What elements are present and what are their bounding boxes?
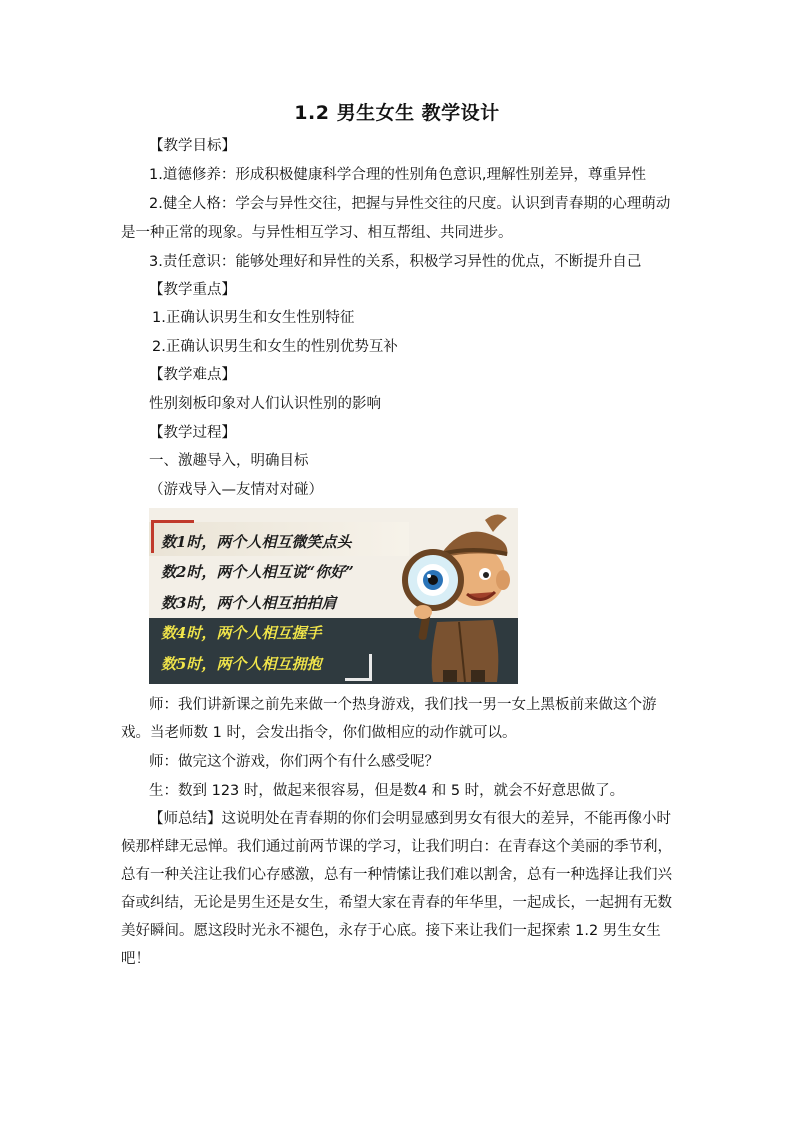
difficulty-1: 性别刻板印象对人们认识性别的影响 — [149, 396, 381, 412]
teacher-summary-text: 【师总结】这说明处在青春期的你们会明显感到男女有很大的差异，不能再像小时候那样肆无忌惮。我们通过前两节课的学习，让我们明白：在青春这个美丽的季节利，总有一种关注让我们心存感激，总有一种情愫让我们难以割舍，总有一种选择让我们兴奋或纠结，无论是男生还是女生，希望大家在青春的年华里，一起成长，一起拥有无数美好瞬间。愿这段时光永不褪色，永存于心底。接下来让我们一起探索 1.2 男生女生吧！ — [121, 811, 672, 967]
goal-2-line-1: 2.健全人格：学会与异性交往，把握与异性交往的尺度。认识到青春期的心理萌动 — [149, 196, 671, 212]
process-header: 【教学过程】 — [149, 425, 236, 441]
focus-header: 【教学重点】 — [149, 282, 236, 298]
goal-1: 1.道德修养：形成积极健康科学合理的性别角色意识,理解性别差异，尊重异性 — [149, 167, 646, 183]
page-title: 1.2 男生女生 教学设计 — [294, 102, 500, 124]
focus-2: 2.正确认识男生和女生的性别优势互补 — [152, 339, 398, 355]
goals-header: 【教学目标】 — [149, 138, 236, 154]
game-line-5: 数5时，两个人相互拥抱 — [161, 655, 322, 673]
game-line-3: 数3时，两个人相互拍拍肩 — [161, 594, 337, 612]
teacher-line-2: 师：做完这个游戏，你们两个有什么感受呢？ — [149, 754, 439, 770]
difficulty-header: 【教学难点】 — [149, 367, 236, 383]
teacher-line-1b: 戏。当老师数 1 时，会发出指令，你们做相应的动作就可以。 — [121, 725, 517, 741]
goal-3: 3.责任意识：能够处理好和异性的关系，积极学习异性的优点，不断提升自己 — [149, 254, 642, 270]
game-illustration — [149, 508, 518, 684]
step-1-subheading: （游戏导入—友情对对碰） — [149, 482, 323, 498]
game-line-4: 数4时，两个人相互握手 — [161, 624, 322, 642]
game-line-2: 数2时，两个人相互说“你好” — [161, 563, 354, 581]
detective-cartoon-icon — [397, 510, 518, 684]
goal-2-line-2: 是一种正常的现象。与异性相互学习、相互帮组、共同进步。 — [121, 225, 513, 241]
student-line: 生：数到 123 时，做起来很容易，但是数4 和 5 时，就会不好意思做了。 — [149, 783, 625, 799]
teacher-summary — [121, 805, 673, 973]
step-1-heading: 一、激趣导入，明确目标 — [149, 453, 309, 469]
white-corner-frame — [345, 654, 372, 681]
focus-1: 1.正确认识男生和女生性别特征 — [152, 310, 355, 326]
game-line-1: 数1时，两个人相互微笑点头 — [161, 533, 352, 551]
teacher-line-1a: 师：我们讲新课之前先来做一个热身游戏，我们找一男一女上黑板前来做这个游 — [149, 697, 657, 713]
